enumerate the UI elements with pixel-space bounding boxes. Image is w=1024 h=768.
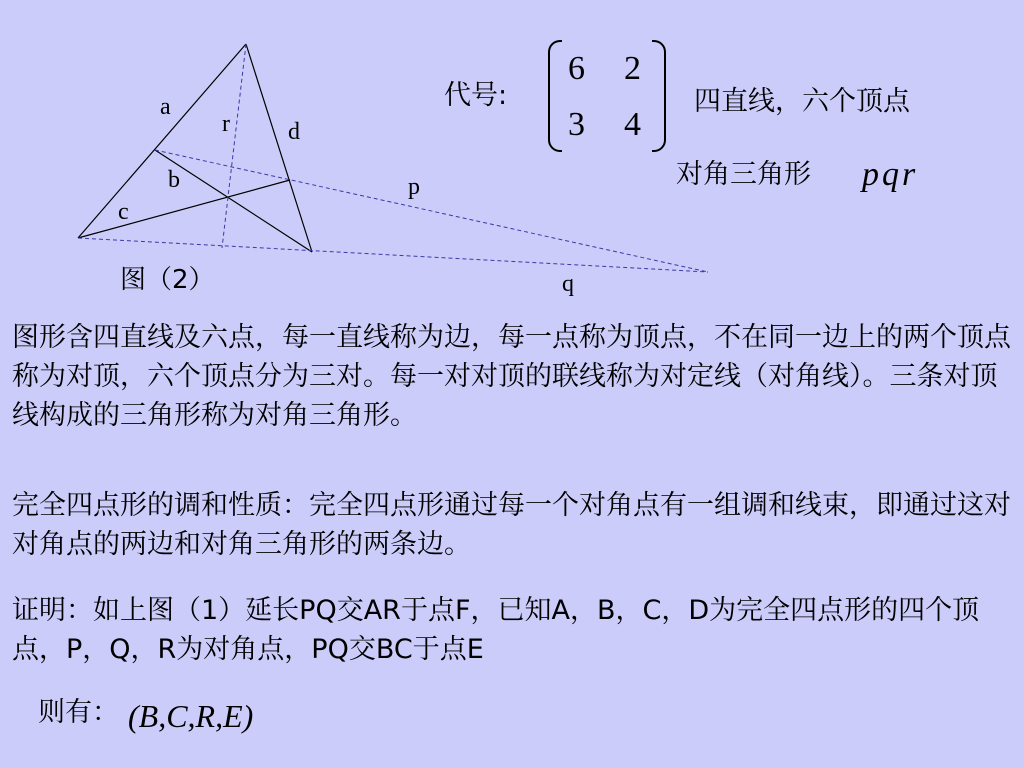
label-p: p: [408, 174, 420, 200]
line-b: [155, 150, 312, 252]
label-b: b: [168, 167, 180, 193]
label-q: q: [562, 271, 574, 297]
figure-caption: 图（2）: [120, 265, 215, 295]
harmonic-property-paragraph: 完全四点形的调和性质：完全四点形通过每一个对角点有一组调和线束，即通过这对对角点的两边和对角三角形的两条边。: [12, 490, 1011, 560]
matrix-right-bracket: [652, 40, 666, 152]
code-label: 代号:: [444, 80, 508, 111]
code-description: 四直线，六个顶点: [694, 86, 910, 117]
definition-paragraph: 图形含四直线及六点，每一直线称为边，每一点称为顶点，不在同一边上的两个顶点称为对顶，六个顶点分为三对。每一对对顶的联线称为对定线（对角线）。三条对顶线构成的三角形称为对角三角形。: [12, 322, 1011, 431]
label-d: d: [288, 119, 300, 145]
matrix-cell: 4: [624, 106, 641, 143]
diagonal-triangle-math: pqr: [862, 156, 919, 193]
line-c: [78, 180, 290, 238]
diagonal-triangle-label: 对角三角形: [676, 159, 811, 190]
matrix-cell: 2: [624, 50, 641, 87]
line-r: [222, 44, 246, 248]
line-a: [78, 44, 246, 238]
conclusion-math: (B,C,R,E): [128, 698, 254, 734]
label-c: c: [118, 199, 129, 225]
matrix-cell: 6: [568, 50, 585, 87]
code-matrix: [548, 40, 666, 152]
line-d: [246, 44, 312, 252]
proof-paragraph: 证明：如上图（1）延长PQ交AR于点F，已知A，B，C，D为完全四点形的四个顶点，P，Q，R为对角点，PQ交BC于点E: [12, 595, 980, 665]
label-a: a: [160, 94, 171, 120]
conclusion-label: 则有：: [38, 697, 119, 728]
line-p: [155, 150, 708, 272]
label-r: r: [222, 111, 230, 137]
matrix-left-bracket: [548, 40, 562, 152]
matrix-cell: 3: [568, 106, 585, 143]
